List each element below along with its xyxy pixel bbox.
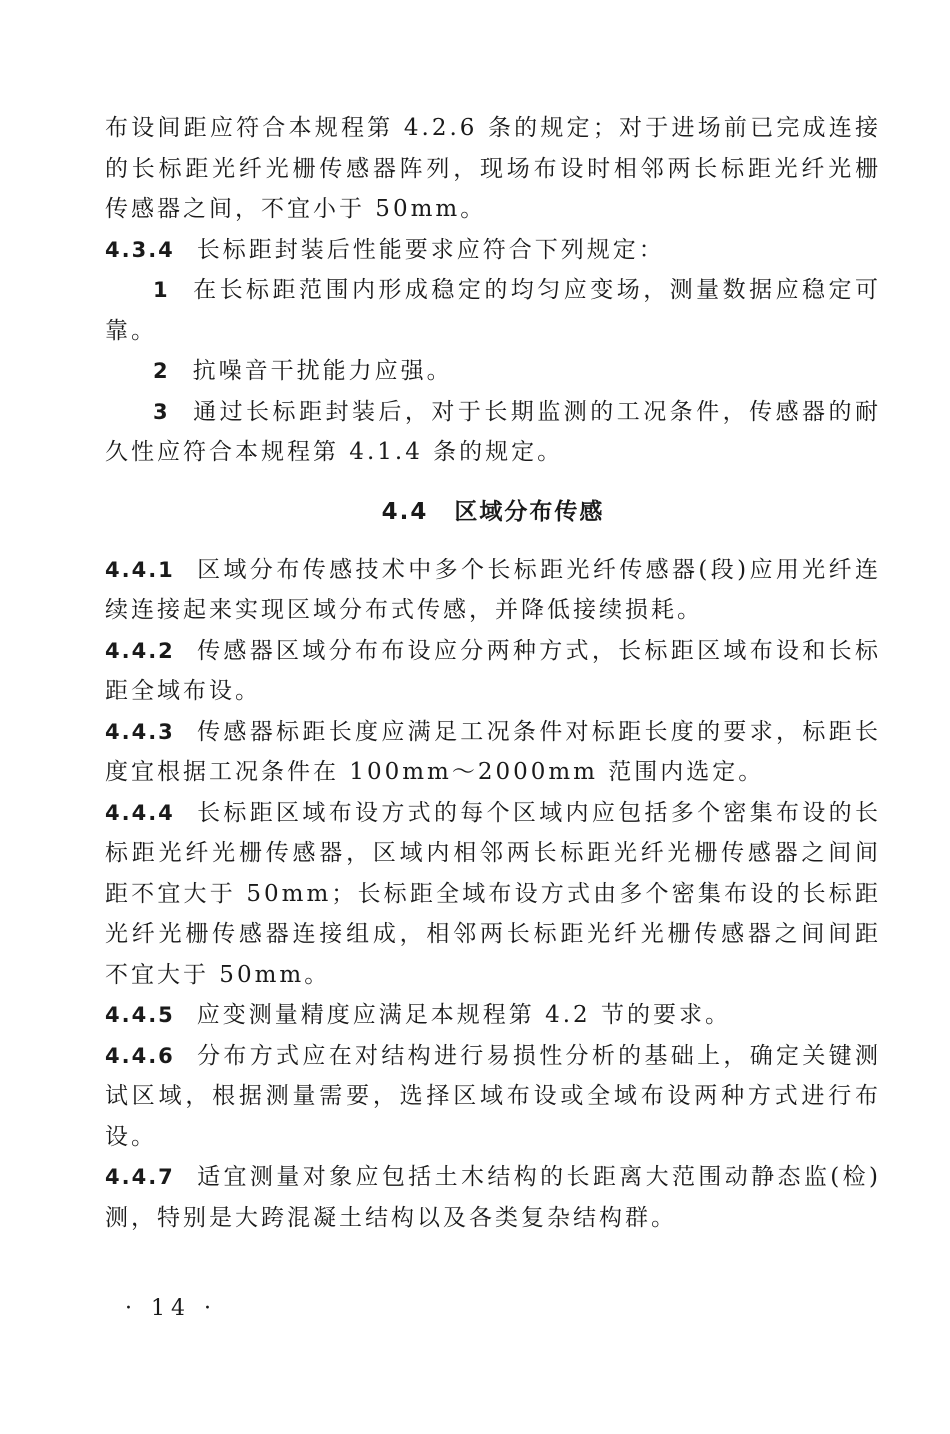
list-item-3 bbox=[105, 392, 881, 473]
clause-4-4-6 bbox=[105, 1036, 881, 1158]
clause-text: 适宜测量对象应包括土木结构的长距离大范围动静态监(检)测，特别是大跨混凝土结构以及各类复杂结构群。 bbox=[105, 1164, 881, 1231]
clause-text: 长标距区域布设方式的每个区域内应包括多个密集布设的长标距光纤光栅传感器，区域内相邻两长标距光纤光栅传感器之间间距不宜大于 50mm；长标距全域布设方式由多个密集布设的长标距光纤光栅传感器连接组成，相邻两长标距光纤光栅传感器之间间距不宜大于 50mm。 bbox=[105, 799, 881, 988]
clause-number: 4.4.1 bbox=[105, 557, 175, 582]
clause-text: 传感器标距长度应满足工况条件对标距长度的要求，标距长度宜根据工况条件在 100mm～2000mm 范围内选定。 bbox=[105, 718, 881, 785]
item-number: 2 bbox=[153, 359, 171, 383]
item-number: 1 bbox=[153, 278, 171, 302]
section-heading bbox=[105, 492, 881, 532]
clause-number: 4.4.5 bbox=[105, 1003, 175, 1027]
clause-4-4-2 bbox=[105, 631, 881, 712]
clause-number: 4.4.2 bbox=[105, 638, 175, 663]
clause-4-4-4 bbox=[105, 793, 881, 996]
clause-number: 4.4.4 bbox=[105, 800, 175, 825]
item-text: 在长标距范围内形成稳定的均匀应变场，测量数据应稳定可靠。 bbox=[105, 277, 881, 344]
clause-text: 分布方式应在对结构进行易损性分析的基础上，确定关键测试区域，根据测量需要，选择区域布设或全域布设两种方式进行布设。 bbox=[105, 1042, 881, 1150]
clause-number: 4.4.7 bbox=[105, 1165, 175, 1189]
clause-text: 区域分布传感技术中多个长标距光纤传感器(段)应用光纤连续连接起来实现区域分布式传感，并降低接续损耗。 bbox=[105, 556, 881, 623]
page-content bbox=[105, 108, 881, 1238]
clause-number: 4.3.4 bbox=[105, 237, 175, 262]
section-title: 区域分布传感 bbox=[454, 498, 605, 525]
clause-4-4-3 bbox=[105, 712, 881, 793]
item-text: 通过长标距封装后，对于长期监测的工况条件，传感器的耐久性应符合本规程第 4.1.4 条的规定。 bbox=[105, 398, 881, 465]
clause-text: 长标距封装后性能要求应符合下列规定： bbox=[196, 236, 665, 263]
clause-number: 4.4.3 bbox=[105, 719, 175, 744]
clause-text: 应变测量精度应满足本规程第 4.2 节的要求。 bbox=[196, 1002, 731, 1028]
item-text: 抗噪音干扰能力应强。 bbox=[192, 358, 453, 384]
list-item-2 bbox=[105, 351, 881, 392]
clause-4-4-5 bbox=[105, 995, 881, 1036]
continued-paragraph bbox=[105, 108, 881, 230]
item-number: 3 bbox=[153, 399, 171, 424]
clause-4-4-1 bbox=[105, 550, 881, 631]
clause-4-3-4 bbox=[105, 230, 881, 271]
list-item-1 bbox=[105, 270, 881, 351]
section-number: 4.4 bbox=[381, 498, 429, 525]
clause-number: 4.4.6 bbox=[105, 1043, 175, 1068]
clause-4-4-7 bbox=[105, 1157, 881, 1238]
page-number: · 14 · bbox=[125, 1296, 217, 1321]
clause-text: 传感器区域分布布设应分两种方式，长标距区域布设和长标距全域布设。 bbox=[105, 637, 881, 704]
paragraph-text: 布设间距应符合本规程第 4.2.6 条的规定；对于进场前已完成连接的长标距光纤光栅传感器阵列，现场布设时相邻两长标距光纤光栅传感器之间，不宜小于 50mm。 bbox=[105, 115, 881, 222]
